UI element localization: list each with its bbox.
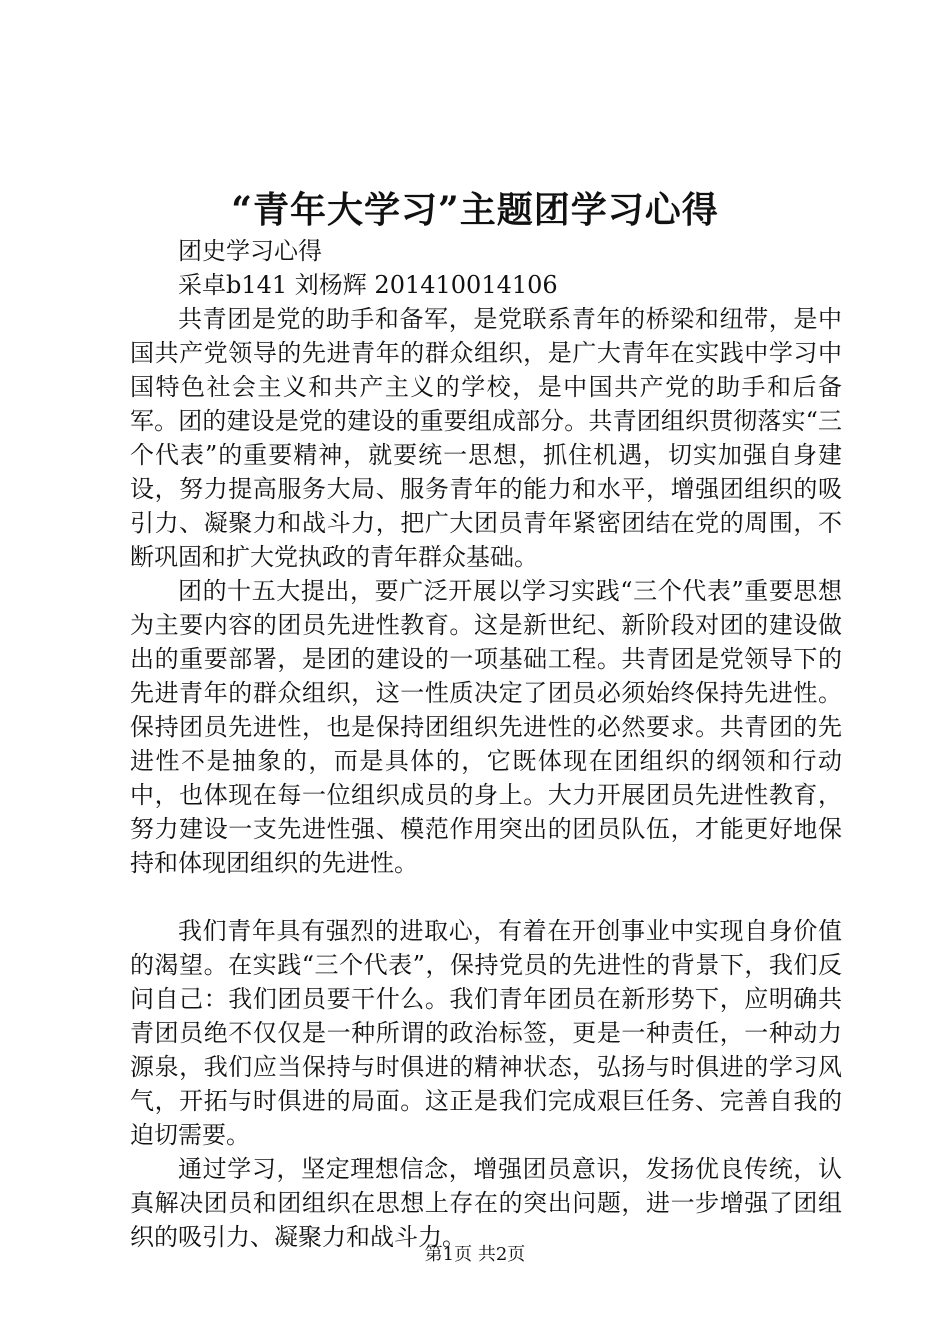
author-line: 采卓b141 刘杨辉 201410014106 xyxy=(178,271,558,299)
document-title: “青年大学习”主题团学习心得 xyxy=(231,189,719,231)
document-body xyxy=(130,234,842,1254)
paragraph-3: 我们青年具有强烈的进取心，有着在开创事业中实现自身价值的渴望。在实践“三个代表”，保持党员的先进性的背景下，我们反问自己：我们团员要干什么。我们青年团员在新形势下，应明确共青团员绝不仅仅是一种所谓的政治标签，更是一种责任，一种动力源泉，我们应当保持与时俱进的精神状态，弘扬与时俱进的学习风气，开拓与时俱进的局面。这正是我们完成艰巨任务、完善自我的迫切需要。 xyxy=(130,917,842,1149)
paragraph-4: 通过学习，坚定理想信念，增强团员意识，发扬优良传统，认真解决团员和团组织在思想上存在的突出问题，进一步增强了团组织的吸引力、凝聚力和战斗力。 xyxy=(130,1155,842,1251)
document-subtitle: 团史学习心得 xyxy=(178,237,322,265)
page-number-footer: 第1页 共2页 xyxy=(424,1244,526,1265)
paragraph-2: 团的十五大提出，要广泛开展以学习实践“三个代表”重要思想为主要内容的团员先进性教育。这是新世纪、新阶段对团的建设做出的重要部署，是团的建设的一项基础工程。共青团是党领导下的先进青年的群众组织，这一性质决定了团员必须始终保持先进性。保持团员先进性，也是保持团组织先进性的必然要求。共青团的先进性不是抽象的，而是具体的，它既体现在团组织的纲领和行动中，也体现在每一位组织成员的身上。大力开展团员先进性教育，努力建设一支先进性强、模范作用突出的团员队伍，才能更好地保持和体现团组织的先进性。 xyxy=(130,577,842,877)
paragraph-1: 共青团是党的助手和备军，是党联系青年的桥梁和纽带，是中国共产党领导的先进青年的群众组织，是广大青年在实践中学习中国特色社会主义和共产主义的学校，是中国共产党的助手和后备军。团的建设是党的建设的重要组成部分。共青团组织贯彻落实“三个代表”的重要精神，就要统一思想，抓住机遇，切实加强自身建设，努力提高服务大局、服务青年的能力和水平，增强团组织的吸引力、凝聚力和战斗力，把广大团员青年紧密团结在党的周围，不断巩固和扩大党执政的青年群众基础。 xyxy=(130,305,842,571)
